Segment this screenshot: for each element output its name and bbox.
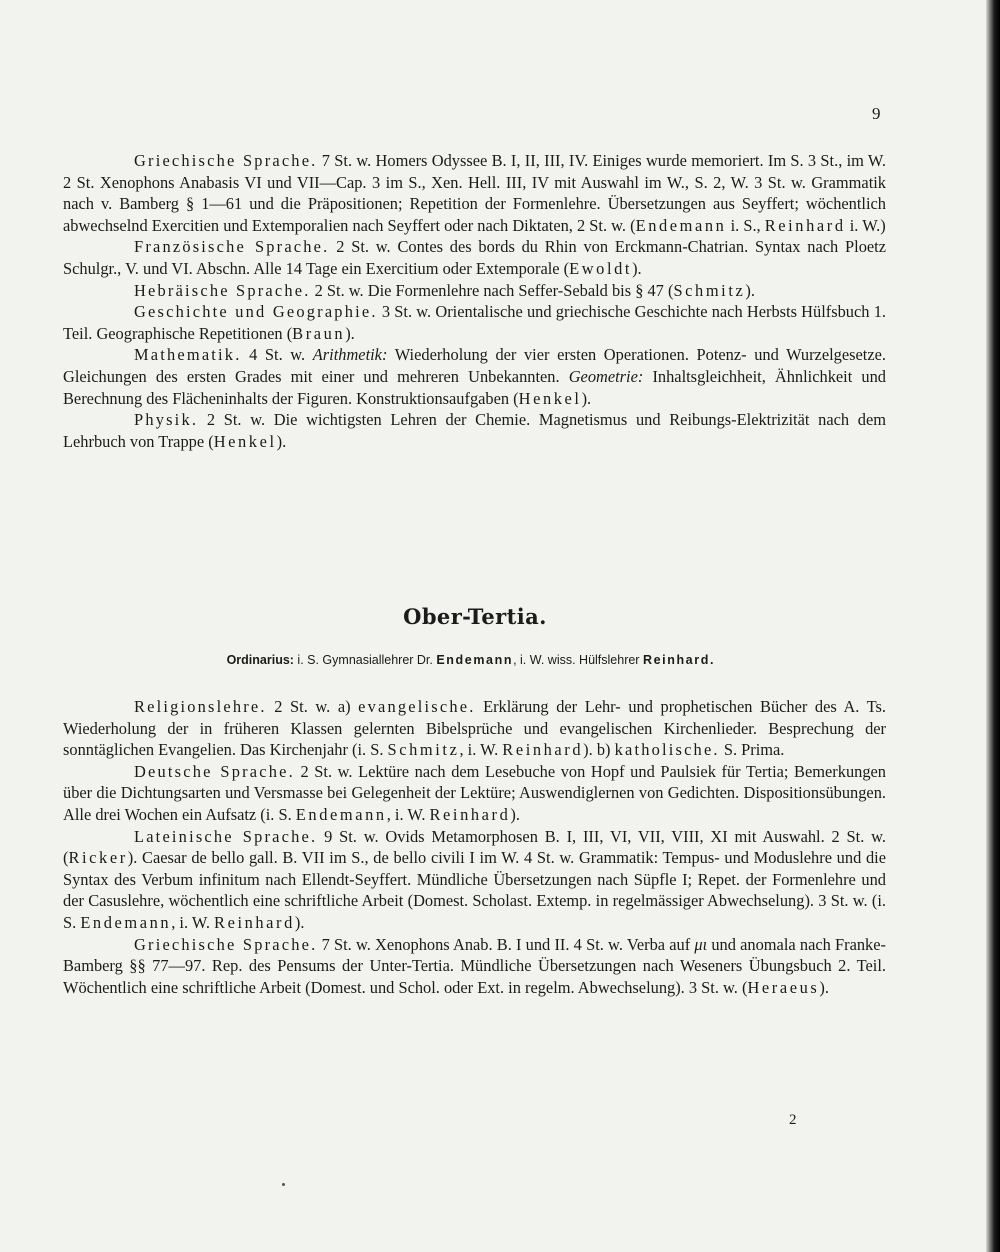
subject-label: Griechische Sprache.	[134, 934, 318, 954]
unter-tertia-continuation	[63, 150, 886, 452]
paragraph-hebraeisch	[63, 280, 886, 302]
paragraph-text: ).	[276, 431, 287, 451]
paragraph-text: S. Prima.	[719, 740, 785, 760]
paragraph-text: 9 St. w. Ovids Metamorphosen B. I, III, VI, VII, VIII, XI mit Auswahl. 2 St. w. (	[63, 826, 886, 868]
paragraph-text: , i. W.	[459, 740, 503, 760]
teacher-name: Henkel	[518, 388, 582, 408]
paragraph-franzoesisch	[63, 236, 886, 279]
subject-label: Geschichte und Geographie.	[134, 302, 378, 322]
paragraph-mathematik	[63, 344, 886, 409]
paragraph-text: Wiederholung der vier ersten Operationen. Potenz- und Wurzelgesetze. Gleichungen des ersten Grades mit einer und mehreren Unbekannten.	[63, 345, 886, 386]
paragraph-religion	[63, 696, 886, 761]
subject-label: Deutsche Sprache.	[134, 761, 295, 781]
subject-label: Lateinische Sprache.	[134, 826, 318, 846]
subject-label: Hebräische Sprache.	[134, 280, 311, 300]
teacher-name: Endemann	[635, 215, 727, 235]
paragraph-latein	[63, 826, 886, 934]
teacher-name: Heraeus	[747, 977, 820, 997]
paragraph-text: ). b)	[583, 740, 615, 760]
ordinarius-text: .	[709, 653, 714, 667]
paragraph-text: 7 St. w. Homers Odyssee B. I, II, III, IV. Einiges wurde memoriert. Im S. 3 St., im W. 2 St. Xenophons Anabasis VI und VII—Cap. 3 im S., Xen. Hell. III, IV mit Auswahl im W., S. 2, W. 3 St. w. Grammatik nach v. Bamberg § 1—61 und die Präpositionen; Repetition der Formenlehre. Übersetzungen aus Seyffert; wöchentlich abwechselnd Exercitien und Extemporalien nach Seyffert oder nach Diktaten, 2 St. w. (	[63, 151, 886, 235]
subject-label: Französische Sprache.	[134, 237, 330, 257]
paper-speck	[282, 1183, 285, 1186]
subject-label: Physik.	[134, 410, 199, 430]
paragraph-text: ).	[294, 912, 305, 932]
paragraph-text: und anomala nach Franke-Bamberg §§ 77—97. Rep. des Pensums der Unter-Tertia. Mündliche Übersetzungen nach Weseners Übungsbuch 2. Teil. Wöchentlich eine schriftliche Arbeit (Domest. und Schol. oder Ext. in regelm. Abwechselung). 3 St. w. (	[63, 934, 886, 997]
subject-label: Religionslehre.	[134, 697, 267, 716]
teacher-name: Ricker	[68, 848, 128, 868]
paragraph-text: i. S.,	[726, 215, 765, 235]
teacher-name: Ewoldt	[569, 258, 633, 278]
paragraph-text: Inhaltsgleichheit, Ähnlichkeit und Berechnung des Flächeninhalts der Figuren. Konstruktionsaufgaben (	[63, 366, 886, 408]
paragraph-text: 3 St. w. Orientalische und griechische Geschichte nach Herbsts Hülfsbuch 1. Teil. Geographische Repetitionen (	[63, 302, 886, 343]
printer-signature-mark: 2	[789, 1112, 797, 1128]
paragraph-text: 7 St. w. Xenophons Anab. B. I und II. 4 St. w. Verba auf	[317, 934, 695, 954]
ober-tertia-body	[63, 696, 886, 998]
paragraph-text: ).	[510, 804, 520, 824]
paragraph-physik	[63, 409, 886, 452]
paragraph-text: 2 St. w. Die wichtigsten Lehren der Chemie. Magnetismus und Reibungs-Elektrizität nach dem Lehrbuch von Trappe (	[63, 410, 886, 451]
paragraph-text: , i. W.	[386, 804, 430, 824]
page-number: 9	[872, 104, 881, 123]
teacher-name: Reinhard	[642, 653, 710, 667]
paragraph-text: , i. W.	[171, 912, 215, 932]
greek-term: μι	[694, 934, 708, 954]
paragraph-text: ).	[345, 323, 355, 343]
paragraph-text: ).	[819, 977, 829, 997]
ordinarius-label: Ordinarius:	[226, 653, 294, 667]
confession-label: evangelische.	[358, 697, 476, 716]
page-edge-shadow	[986, 0, 1000, 1252]
teacher-name: Schmitz	[673, 280, 746, 300]
topic-label: Arithmetik:	[312, 345, 388, 365]
paragraph-text: ).	[632, 258, 642, 278]
paragraph-griechisch-ober	[63, 934, 886, 999]
ordinarius-line	[0, 653, 940, 667]
paragraph-geschichte	[63, 301, 886, 344]
section-title: Ober-Tertia.	[403, 604, 547, 629]
teacher-name: Endemann	[436, 653, 514, 667]
ordinarius-text: i. S. Gymnasiallehrer Dr.	[293, 653, 437, 667]
paragraph-deutsch	[63, 761, 886, 826]
paragraph-text: 2 St. w. Lektüre nach dem Lesebuche von Hopf und Paulsiek für Tertia; Bemerkungen über die Dichtungsarten und Versmasse bei Gelegenheit der Lektüre; Auswendiglernen von Gedichten. Dispositionsübungen. Alle drei Wochen ein Aufsatz (i. S.	[63, 761, 886, 824]
paragraph-text: 2 St. w. Die Formenlehre nach Seffer-Sebald bis § 47 (	[310, 280, 674, 300]
teacher-name: Reinhard	[429, 804, 511, 824]
paragraph-text: i. W.)	[845, 215, 886, 235]
paragraph-text: 2 St. w. Contes des bords du Rhin von Erckmann-Chatrian. Syntax nach Ploetz Schulgr., V. und VI. Abschn. Alle 14 Tage ein Exercitium oder Extemporale (	[63, 237, 886, 278]
ordinarius-text: , i. W. wiss. Hülfslehrer	[513, 653, 643, 667]
teacher-name: Reinhard	[214, 912, 295, 932]
teacher-name: Henkel	[213, 431, 277, 451]
paragraph-text: ).	[745, 280, 755, 300]
subject-label: Griechische Sprache.	[134, 151, 318, 170]
topic-label: Geometrie:	[568, 366, 644, 386]
paragraph-griechisch-unter	[63, 150, 886, 236]
teacher-name: Schmitz	[387, 740, 460, 760]
paragraph-text: ). Caesar de bello gall. B. VII im S., de bello civili I im W. 4 St. w. Grammatik: Tempus- und Moduslehre und die Syntax des Verbum infinitum nach Ellendt-Seyffert. Mündliche Übersetzungen nach Süpfle I; Repet. der Formenlehre und der Casuslehre, wöchentlich eine schriftliche Arbeit (Domest. Scholast. Extemp. in regelmässiger Abwechselung). 3 St. w. (i. S.	[63, 848, 886, 932]
teacher-name: Braun	[292, 323, 346, 343]
teacher-name: Reinhard	[502, 740, 584, 760]
teacher-name: Endemann	[295, 804, 387, 824]
subject-label: Mathematik.	[134, 345, 242, 365]
paragraph-text: Erklärung der Lehr- und prophetischen Bücher des A. Ts. Wiederholung der in früheren Klassen gelernten Bibelsprüche und evangelischen Kirchenlieder. Besprechung der sonntäglichen Evangelien. Das Kirchenjahr (i. S.	[63, 697, 886, 760]
teacher-name: Endemann	[80, 912, 172, 932]
teacher-name: Reinhard	[764, 215, 846, 235]
paragraph-text: ).	[581, 388, 592, 408]
confession-label: katholische.	[614, 740, 720, 760]
paragraph-text: 2 St. w. a)	[266, 697, 359, 716]
paragraph-text: 4 St. w.	[241, 345, 313, 365]
